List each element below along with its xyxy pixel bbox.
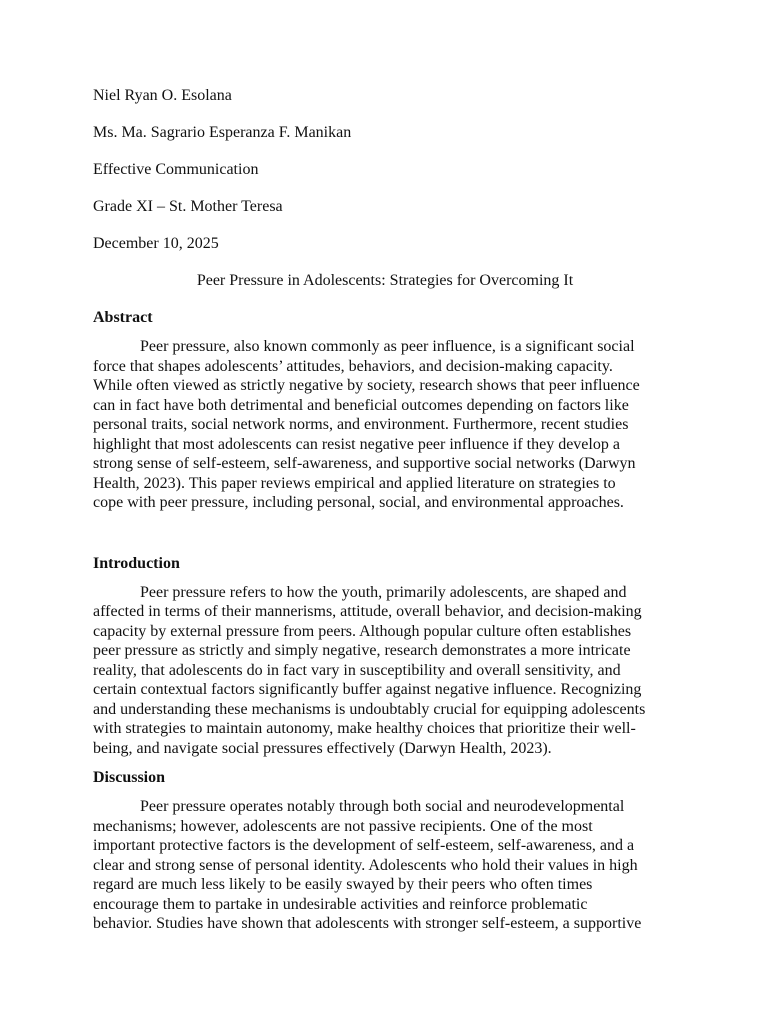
discussion-line: mechanisms; however, adolescents are not passive recipients. One of the most (93, 817, 593, 835)
student-name: Niel Ryan O. Esolana (93, 87, 232, 104)
introduction-line: reality, that adolescents do in fact vary in susceptibility and overall sensitivity, and (93, 661, 621, 679)
introduction-line: Peer pressure refers to how the youth, primarily adolescents, are shaped and (140, 583, 627, 601)
discussion-line: important protective factors is the development of self-esteem, self-awareness, and a (93, 837, 635, 854)
abstract-heading: Abstract (93, 309, 153, 326)
abstract-line: strong sense of self-esteem, self-awareness, and supportive social networks (Darwyn (93, 455, 636, 472)
abstract-paragraph (93, 337, 677, 513)
abstract-line: Health, 2023). This paper reviews empirical and applied literature on strategies to (93, 474, 616, 492)
introduction-line: and understanding these mechanisms is undoubtably crucial for equipping adolescents (93, 700, 646, 718)
teacher-name: Ms. Ma. Sagrario Esperanza F. Manikan (93, 124, 352, 141)
abstract-line: can in fact have both detrimental and beneficial outcomes depending on factors like (93, 396, 629, 414)
grade-section: Grade XI – St. Mother Teresa (93, 198, 283, 215)
discussion-line: clear and strong sense of personal identity. Adolescents who hold their values in high (93, 856, 638, 874)
subject-name: Effective Communication (93, 161, 259, 178)
introduction-line: peer pressure as strictly and simply negative, research demonstrates a more intricate (93, 642, 631, 659)
abstract-line: force that shapes adolescents’ attitudes, behaviors, and decision-making capacity. (93, 357, 613, 375)
discussion-line: regard are much less likely to be easily swayed by their peers who often times (93, 876, 593, 893)
discussion-line: encourage them to partake in undesirable activities and reinforce problematic (93, 895, 588, 913)
abstract-line: While often viewed as strictly negative by society, research shows that peer influence (93, 377, 640, 394)
abstract-line: personal traits, social network norms, and environment. Furthermore, recent studies (93, 416, 629, 433)
document-page (93, 86, 677, 934)
paper-title: Peer Pressure in Adolescents: Strategies for Overcoming It (196, 272, 574, 289)
discussion-line: Peer pressure operates notably through both social and neurodevelopmental (140, 798, 625, 815)
abstract-line: Peer pressure, also known commonly as peer influence, is a significant social (140, 338, 635, 355)
introduction-line: with strategies to maintain autonomy, make healthy choices that prioritize their well- (93, 720, 636, 737)
introduction-line: certain contextual factors significantly buffer against negative influence. Recognizing (93, 681, 642, 698)
discussion-paragraph (93, 797, 677, 934)
document-date: December 10, 2025 (93, 235, 219, 252)
introduction-line: being, and navigate social pressures effectively (Darwyn Health, 2023). (93, 739, 552, 757)
abstract-line: highlight that most adolescents can resist negative peer influence if they develop a (93, 435, 620, 453)
discussion-heading: Discussion (93, 769, 166, 786)
introduction-heading: Introduction (93, 554, 180, 572)
discussion-line: behavior. Studies have shown that adolescents with stronger self-esteem, a supportive (93, 915, 642, 932)
introduction-line: capacity by external pressure from peers. Although popular culture often establishes (93, 622, 632, 640)
introduction-line: affected in terms of their mannerisms, attitude, overall behavior, and decision-making (93, 603, 642, 620)
introduction-paragraph (93, 583, 677, 759)
abstract-line: cope with peer pressure, including personal, social, and environmental approaches. (93, 494, 624, 511)
